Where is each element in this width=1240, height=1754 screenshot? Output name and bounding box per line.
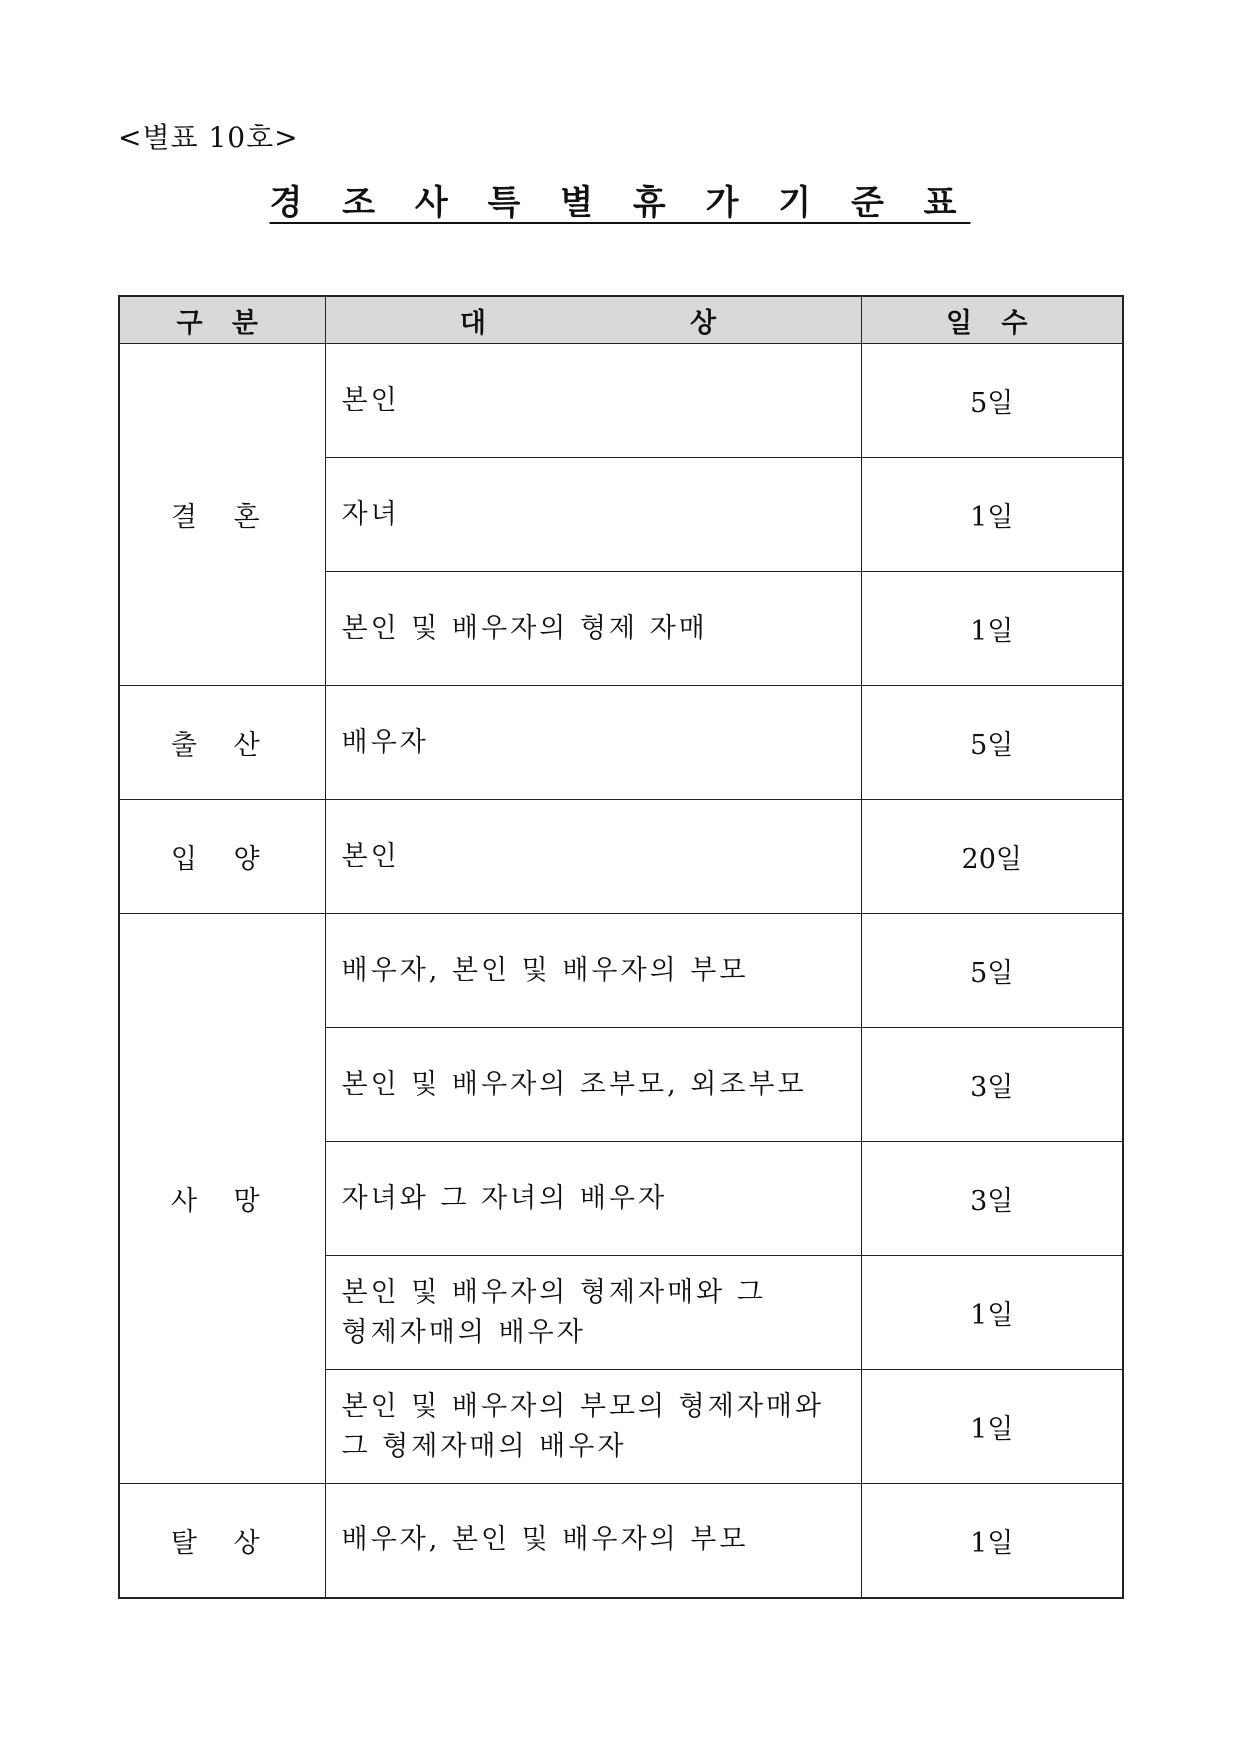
target-cell: 본인 및 배우자의 형제 자매 (325, 572, 861, 686)
category-cell: 출 산 (119, 686, 325, 800)
days-cell: 5일 (861, 914, 1123, 1028)
category-cell: 입 양 (119, 800, 325, 914)
target-cell: 본인 (325, 344, 861, 458)
days-cell: 3일 (861, 1028, 1123, 1142)
days-cell: 3일 (861, 1142, 1123, 1256)
days-cell: 1일 (861, 1484, 1123, 1598)
target-cell: 배우자, 본인 및 배우자의 부모 (325, 1484, 861, 1598)
target-cell: 자녀와 그 자녀의 배우자 (325, 1142, 861, 1256)
document-title (0, 175, 1240, 224)
days-cell: 5일 (861, 344, 1123, 458)
days-cell: 20일 (861, 800, 1123, 914)
target-cell: 본인 (325, 800, 861, 914)
days-cell: 1일 (861, 458, 1123, 572)
days-cell: 1일 (861, 572, 1123, 686)
days-cell: 1일 (861, 1370, 1123, 1484)
document-title-text: 경 조 사 특 별 휴 가 기 준 표 (269, 183, 971, 223)
header-days: 일 수 (861, 296, 1123, 344)
target-cell: 배우자 (325, 686, 861, 800)
table-row (119, 800, 1123, 914)
table-row (119, 686, 1123, 800)
header-category: 구 분 (119, 296, 325, 344)
category-cell: 결 혼 (119, 344, 325, 686)
table-row (119, 1484, 1123, 1598)
target-cell: 본인 및 배우자의 조부모, 외조부모 (325, 1028, 861, 1142)
table-row (119, 914, 1123, 1028)
days-cell: 5일 (861, 686, 1123, 800)
target-cell: 배우자, 본인 및 배우자의 부모 (325, 914, 861, 1028)
target-cell: 본인 및 배우자의 부모의 형제자매와 그 형제자매의 배우자 (325, 1370, 861, 1484)
target-cell: 본인 및 배우자의 형제자매와 그 형제자매의 배우자 (325, 1256, 861, 1370)
days-cell: 1일 (861, 1256, 1123, 1370)
target-cell: 자녀 (325, 458, 861, 572)
header-target: 대 상 (325, 296, 861, 344)
annex-label: <별표 10호> (118, 121, 299, 154)
table-row (119, 344, 1123, 458)
category-cell: 탈 상 (119, 1484, 325, 1598)
table-header-row (119, 296, 1123, 344)
leave-standard-table (118, 295, 1124, 1599)
category-cell: 사 망 (119, 914, 325, 1484)
